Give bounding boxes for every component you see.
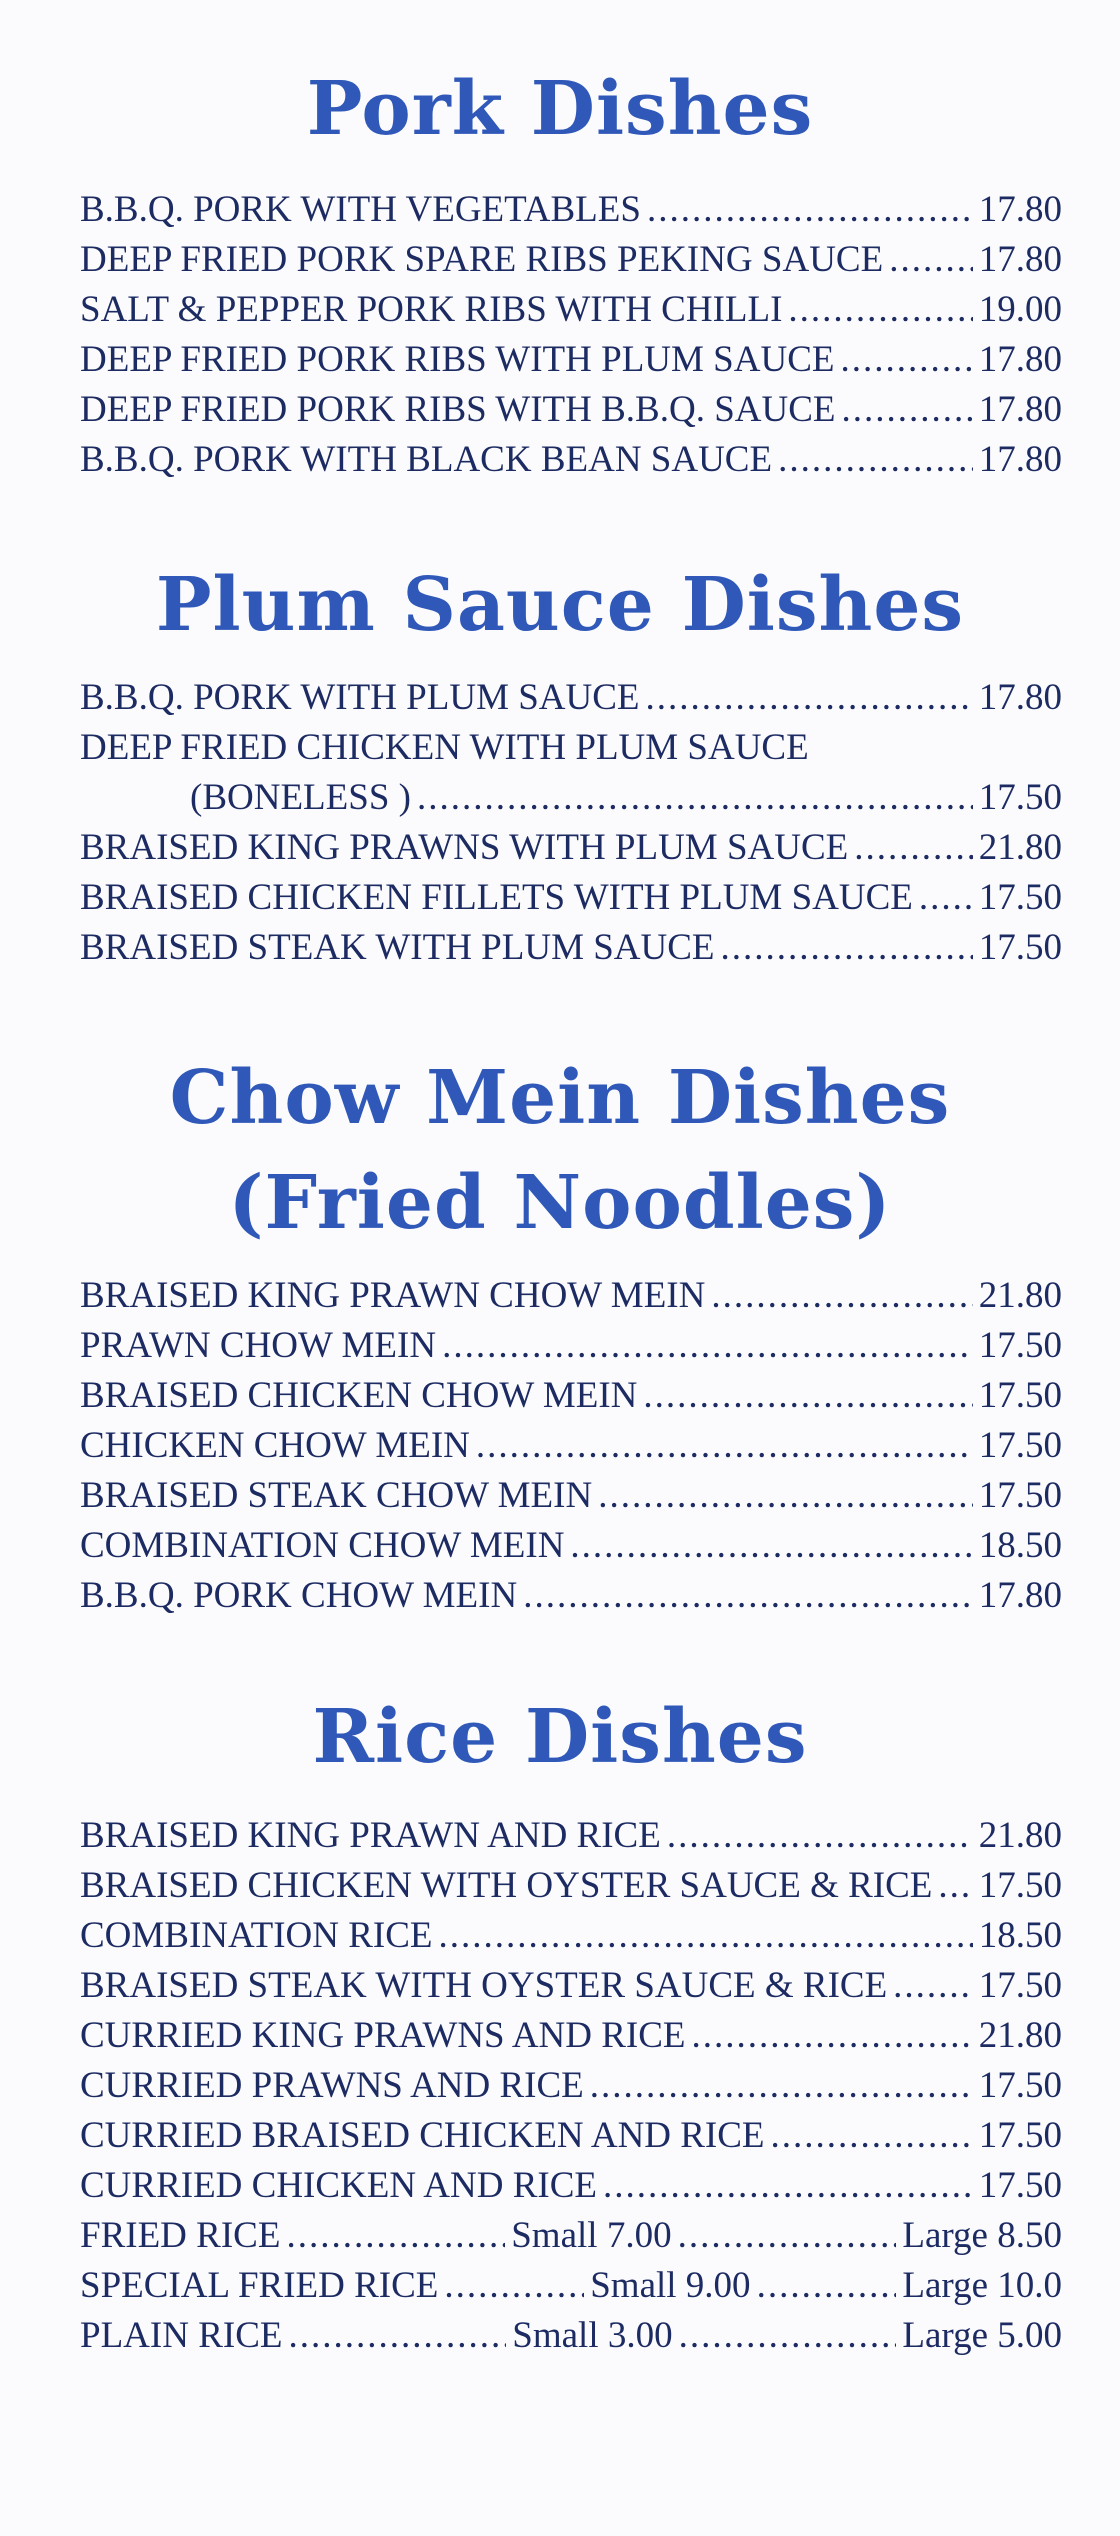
item-price: 17.50	[978, 2065, 1062, 2106]
item-name: B.B.Q. PORK CHOW MEIN	[80, 1575, 518, 1616]
item-name: CURRIED PRAWNS AND RICE	[80, 2065, 584, 2106]
dot-leader	[647, 188, 973, 231]
menu-item	[80, 676, 1062, 726]
menu-item	[80, 2064, 1062, 2114]
pork-items	[80, 188, 1062, 488]
item-price: 21.80	[978, 827, 1062, 868]
menu-item	[80, 438, 1062, 488]
item-price: 17.50	[978, 1375, 1062, 1416]
item-name: CURRIED CHICKEN AND RICE	[80, 2165, 597, 2206]
item-price: Large 5.00	[902, 2315, 1062, 2356]
dot-leader	[288, 2314, 506, 2357]
menu-item	[80, 188, 1062, 238]
item-price: 17.80	[978, 439, 1062, 480]
menu-item-sized	[80, 2314, 1062, 2364]
item-name: PLAIN RICE	[80, 2315, 283, 2356]
item-name: BRAISED CHICKEN CHOW MEIN	[80, 1375, 638, 1416]
dot-leader	[788, 288, 972, 331]
dot-leader	[523, 1574, 973, 1617]
item-name: BRAISED KING PRAWNS WITH PLUM SAUCE	[80, 827, 849, 868]
item-name: BRAISED STEAK WITH PLUM SAUCE	[80, 927, 715, 968]
item-price: 21.80	[978, 2015, 1062, 2056]
item-name: CURRIED BRAISED CHICKEN AND RICE	[80, 2115, 765, 2156]
item-price: 17.50	[978, 1965, 1062, 2006]
menu-item	[80, 1574, 1062, 1624]
dot-leader	[679, 2314, 897, 2357]
item-price: 21.80	[978, 1815, 1062, 1856]
dot-leader	[889, 238, 973, 281]
dot-leader	[778, 438, 973, 481]
menu-item	[80, 1964, 1062, 2014]
item-name: DEEP FRIED PORK RIBS WITH PLUM SAUCE	[80, 339, 835, 380]
menu-item	[80, 2164, 1062, 2214]
item-price: 17.80	[978, 239, 1062, 280]
item-name: BRAISED CHICKEN FILLETS WITH PLUM SAUCE	[80, 877, 913, 918]
menu-item	[80, 2014, 1062, 2064]
item-price: 17.50	[978, 1475, 1062, 1516]
menu-item	[80, 1914, 1062, 1964]
item-price: 17.50	[978, 777, 1062, 818]
item-name: SPECIAL FRIED RICE	[80, 2265, 439, 2306]
item-price: 17.50	[978, 927, 1062, 968]
dot-leader	[721, 926, 973, 969]
item-name: COMBINATION CHOW MEIN	[80, 1525, 565, 1566]
menu-item	[80, 726, 1062, 776]
menu-item-continuation	[80, 776, 1062, 826]
item-name: CURRIED KING PRAWNS AND RICE	[80, 2015, 686, 2056]
dot-leader	[711, 1274, 972, 1317]
item-price: 17.80	[978, 677, 1062, 718]
menu-item	[80, 1274, 1062, 1324]
item-price: Small 3.00	[512, 2315, 673, 2356]
item-name: DEEP FRIED PORK RIBS WITH B.B.Q. SAUCE	[80, 389, 836, 430]
item-name: SALT & PEPPER PORK RIBS WITH CHILLI	[80, 289, 783, 330]
item-price: 17.50	[978, 1325, 1062, 1366]
plum-sauce-items	[80, 676, 1062, 976]
menu-item	[80, 1864, 1062, 1914]
menu-item	[80, 1374, 1062, 1424]
dot-leader	[842, 388, 973, 431]
menu-item	[80, 826, 1062, 876]
dot-leader	[603, 2164, 973, 2207]
dot-leader	[643, 1374, 972, 1417]
item-name: PRAWN CHOW MEIN	[80, 1325, 437, 1366]
menu-item	[80, 2114, 1062, 2164]
dot-leader	[442, 1324, 973, 1367]
dot-leader	[646, 676, 973, 719]
dot-leader	[854, 826, 972, 869]
menu-item	[80, 1474, 1062, 1524]
item-price: 18.50	[978, 1525, 1062, 1566]
item-price: 17.80	[978, 339, 1062, 380]
item-price: 17.80	[978, 189, 1062, 230]
item-price: 17.50	[978, 1425, 1062, 1466]
item-name: DEEP FRIED CHICKEN WITH PLUM SAUCE	[80, 727, 809, 768]
section-title-chow-mein	[0, 1046, 1120, 1256]
dot-leader	[678, 2214, 897, 2257]
item-name: B.B.Q. PORK WITH PLUM SAUCE	[80, 677, 640, 718]
menu-item-sized	[80, 2214, 1062, 2264]
menu-item	[80, 388, 1062, 438]
item-price: 17.50	[978, 1865, 1062, 1906]
dot-leader	[919, 876, 973, 919]
item-price: 17.80	[978, 389, 1062, 430]
item-price: 21.80	[978, 1275, 1062, 1316]
item-price: 17.50	[978, 2115, 1062, 2156]
item-name: (BONELESS )	[190, 777, 411, 818]
menu-item	[80, 288, 1062, 338]
section-title-chow-mein-main: Chow Mein Dishes	[169, 1055, 951, 1141]
menu-item	[80, 1524, 1062, 1574]
dot-leader	[598, 1474, 973, 1517]
dot-leader	[667, 1814, 973, 1857]
dot-leader	[476, 1424, 973, 1467]
dot-leader	[893, 1964, 973, 2007]
menu-item	[80, 926, 1062, 976]
item-name: BRAISED KING PRAWN AND RICE	[80, 1815, 661, 1856]
item-name: FRIED RICE	[80, 2215, 281, 2256]
item-price: Small 9.00	[590, 2265, 751, 2306]
item-name: B.B.Q. PORK WITH VEGETABLES	[80, 189, 641, 230]
item-name: BRAISED KING PRAWN CHOW MEIN	[80, 1275, 706, 1316]
menu-item	[80, 1324, 1062, 1374]
dot-leader	[757, 2264, 897, 2307]
dot-leader	[417, 776, 973, 819]
rice-items	[80, 1814, 1062, 2364]
item-price: Large 10.0	[902, 2265, 1062, 2306]
menu-item	[80, 1814, 1062, 1864]
item-price: Small 7.00	[511, 2215, 672, 2256]
section-title-plum-sauce: Plum Sauce Dishes	[155, 562, 965, 648]
item-price: 18.50	[978, 1915, 1062, 1956]
dot-leader	[692, 2014, 973, 2057]
menu-item	[80, 338, 1062, 388]
item-name: BRAISED STEAK CHOW MEIN	[80, 1475, 593, 1516]
item-name: BRAISED CHICKEN WITH OYSTER SAUCE & RICE	[80, 1865, 933, 1906]
item-price: 17.80	[978, 1575, 1062, 1616]
dot-leader	[840, 338, 972, 381]
dot-leader	[590, 2064, 973, 2107]
dot-leader	[771, 2114, 973, 2157]
dot-leader	[938, 1864, 972, 1907]
menu-item-sized	[80, 2264, 1062, 2314]
menu-item	[80, 876, 1062, 926]
section-title-rice: Rice Dishes	[312, 1694, 808, 1780]
menu-item	[80, 238, 1062, 288]
dot-leader	[444, 2264, 584, 2307]
dot-leader	[439, 1914, 973, 1957]
dot-leader	[286, 2214, 505, 2257]
dot-leader	[570, 1524, 972, 1567]
item-price: 17.50	[978, 877, 1062, 918]
section-title-chow-mein-sub: (Fried Noodles)	[228, 1160, 892, 1247]
section-title-pork: Pork Dishes	[306, 66, 814, 152]
item-name: BRAISED STEAK WITH OYSTER SAUCE & RICE	[80, 1965, 888, 2006]
menu-item	[80, 1424, 1062, 1474]
item-price: Large 8.50	[902, 2215, 1062, 2256]
item-name: COMBINATION RICE	[80, 1915, 433, 1956]
chow-mein-items	[80, 1274, 1062, 1624]
item-name: DEEP FRIED PORK SPARE RIBS PEKING SAUCE	[80, 239, 884, 280]
item-name: B.B.Q. PORK WITH BLACK BEAN SAUCE	[80, 439, 773, 480]
item-price: 17.50	[978, 2165, 1062, 2206]
item-price: 19.00	[978, 289, 1062, 330]
item-name: CHICKEN CHOW MEIN	[80, 1425, 470, 1466]
